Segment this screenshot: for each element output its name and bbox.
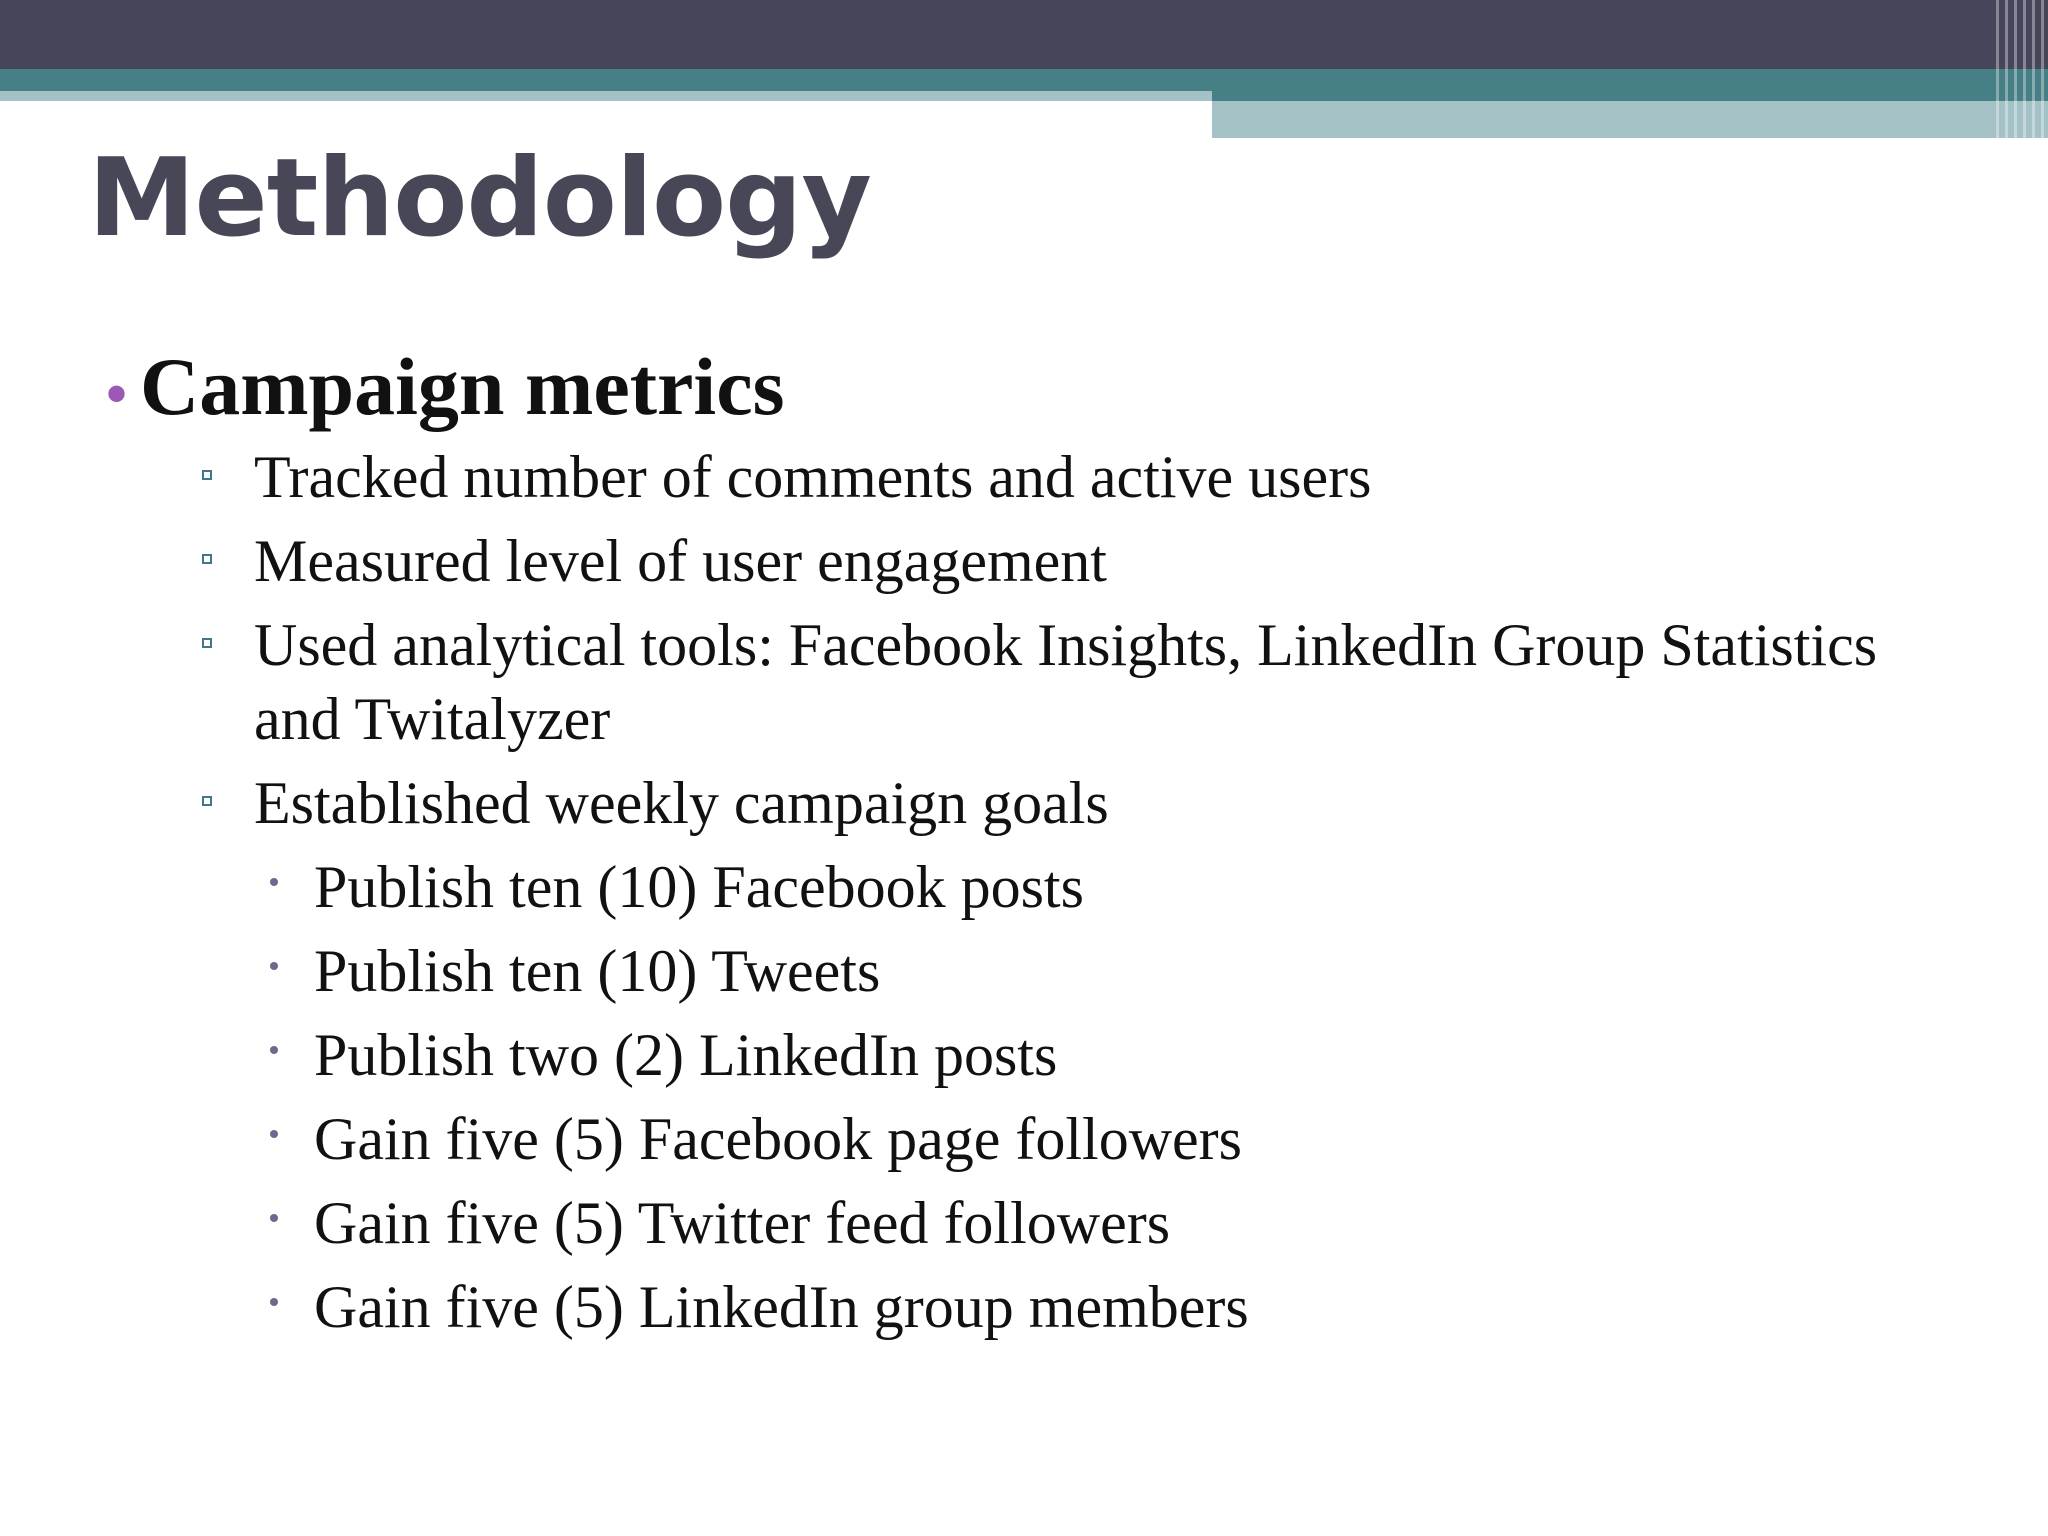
bullet-campaign-metrics <box>106 340 1966 434</box>
dot-bullet-icon <box>270 962 278 970</box>
header-stripes <box>1990 0 2048 138</box>
square-bullet-icon <box>202 638 212 648</box>
list-item-text: Used analytical tools: Facebook Insights, LinkedIn Group Statistics and Twitalyzer <box>254 612 1878 753</box>
goal-item <box>106 1270 1966 1344</box>
goal-item-text: Publish ten (10) Facebook posts <box>314 854 1084 921</box>
dot-bullet-icon <box>270 878 278 886</box>
header-band-right-teal <box>1212 91 2048 101</box>
goals-list <box>106 850 1966 1344</box>
goal-item <box>106 850 1966 924</box>
list-item-text: Established weekly campaign goals <box>254 770 1109 837</box>
header-band-teal <box>0 69 2048 91</box>
dot-bullet-icon <box>270 1046 278 1054</box>
goal-item-text: Gain five (5) Facebook page followers <box>314 1106 1243 1173</box>
slide-title: Methodology <box>88 136 871 261</box>
goal-item-text: Publish two (2) LinkedIn posts <box>314 1022 1058 1089</box>
square-bullet-icon <box>202 470 212 480</box>
bullet-label: Campaign metrics <box>140 341 785 432</box>
goal-item <box>106 934 1966 1008</box>
list-item <box>106 766 1966 1344</box>
goal-item <box>106 1186 1966 1260</box>
list-item-text: Measured level of user engagement <box>254 528 1107 595</box>
list-item <box>106 440 1966 514</box>
goal-item-text: Publish ten (10) Tweets <box>314 938 881 1005</box>
goal-item-text: Gain five (5) Twitter feed followers <box>314 1190 1171 1257</box>
list-item-text: Tracked number of comments and active users <box>254 444 1372 511</box>
goal-item <box>106 1102 1966 1176</box>
dot-bullet-icon <box>270 1298 278 1306</box>
goal-item <box>106 1018 1966 1092</box>
square-bullet-icon <box>202 554 212 564</box>
list-item <box>106 524 1966 598</box>
dot-bullet-icon <box>270 1130 278 1138</box>
header-band-right-light <box>1212 101 2048 138</box>
header-band-left-light <box>0 91 1212 101</box>
bullet-dot-icon: • <box>106 361 128 427</box>
goal-item-text: Gain five (5) LinkedIn group members <box>314 1274 1249 1341</box>
list-item <box>106 608 1966 756</box>
slide-content <box>106 340 1966 1354</box>
dot-bullet-icon <box>270 1214 278 1222</box>
header-band-dark <box>0 0 2048 69</box>
square-bullet-icon <box>202 796 212 806</box>
sub-bullet-list <box>106 440 1966 1344</box>
